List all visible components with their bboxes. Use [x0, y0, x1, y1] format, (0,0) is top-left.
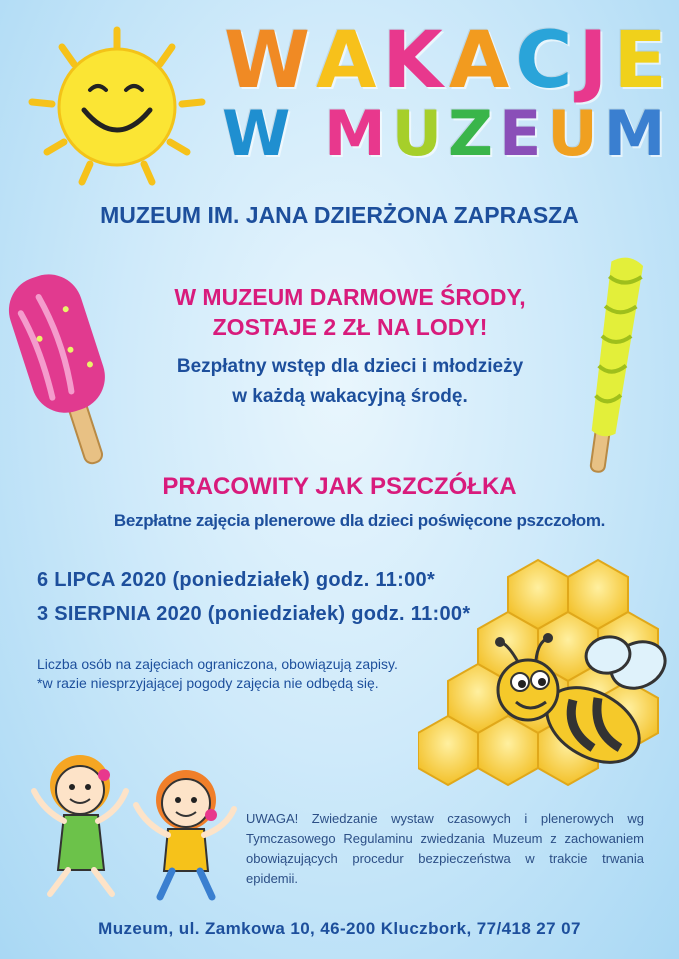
title-line-2-letter-0: W [222, 97, 293, 170]
title-line-1-letter-6: E [613, 16, 669, 106]
invite-heading: MUZEUM IM. JANA DZIERŻONA ZAPRASZA [100, 202, 579, 228]
title-line-2-letter-7: M [603, 97, 668, 170]
promo-subtext [100, 352, 600, 412]
title-line-2-letter-5: E [499, 97, 544, 170]
warning-notice: UWAGA! Zwiedzanie wystaw czasowych i plenerowych wg Tymczasowego Regulaminu zwiedzania Muzeum z zachowaniem obowiązujących procedur bezpieczeństwa w trakcie trwania epidemii. [246, 811, 644, 886]
event-date-1: 6 LIPCA 2020 (poniedziałek) godz. 11:00* [37, 569, 436, 591]
sun-icon [22, 22, 212, 197]
title-line-2-letter-4: Z [448, 97, 496, 170]
kids-jumping-icon [18, 745, 243, 905]
title-line-1 [224, 16, 669, 106]
title-line-2-letter-1 [296, 103, 320, 165]
promo-headline-line-1: W MUZEUM DARMOWE ŚRODY, [174, 284, 526, 310]
promo-subtext-line-1: Bezpłatny wstęp dla dzieci i młodzieży [176, 356, 524, 377]
title-line-2-letter-6: U [547, 97, 600, 170]
promo-subtext-line-2: w każdą wakacyjną środę. [232, 386, 468, 407]
honeycomb-bee-icon [418, 555, 673, 795]
title-line-1-letter-2: K [382, 16, 445, 106]
promo-headline [100, 282, 600, 342]
title-line-2 [222, 97, 668, 170]
title-line-1-letter-5: J [578, 16, 610, 106]
note-weather: *w razie niesprzyjającej pogody zajęcia nie odbędą się. [37, 675, 379, 691]
note-registration: Liczba osób na zajęciach ograniczona, obowiązują zapisy. [37, 656, 398, 672]
title-line-1-letter-4: C [515, 16, 575, 106]
title-line-2-letter-2: M [323, 97, 388, 170]
title-line-1-letter-3: A [448, 16, 512, 106]
section-subtitle: Bezpłatne zajęcia plenerowe dla dzieci poświęcone pszczołom. [113, 511, 606, 530]
title-line-1-letter-0: W [224, 16, 313, 106]
title-line-1-letter-1: A [316, 16, 379, 106]
title-line-2-letter-3: U [391, 97, 445, 170]
footer-address: Muzeum, ul. Zamkowa 10, 46-200 Kluczbork, 77/418 27 07 [98, 919, 581, 938]
section-title: PRACOWITY JAK PSZCZÓŁKA [162, 473, 517, 500]
event-date-2: 3 SIERPNIA 2020 (poniedziałek) godz. 11:00* [37, 603, 471, 625]
promo-headline-line-2: ZOSTAJE 2 ZŁ NA LODY! [212, 314, 488, 340]
